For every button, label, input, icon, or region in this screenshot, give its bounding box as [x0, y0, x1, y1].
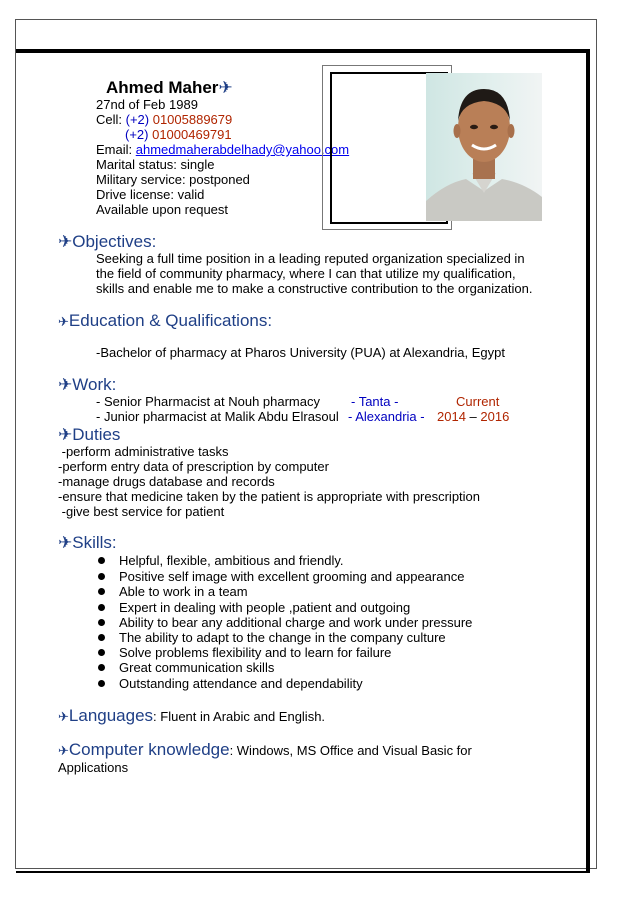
- skills-heading-text: Skills:: [72, 533, 117, 552]
- job-2-start: 2014: [437, 409, 466, 424]
- skill-item: Positive self image with excellent grooming and appearance: [119, 569, 465, 584]
- email-label: Email:: [96, 142, 136, 157]
- computer-text-continued: Applications: [58, 760, 129, 775]
- duty-item: -perform entry data of prescription by computer: [58, 459, 329, 474]
- duty-item: -perform administrative tasks: [58, 444, 229, 459]
- job-1-location: - Tanta -: [351, 394, 399, 409]
- education-heading: [58, 311, 272, 332]
- bullet-icon: [98, 649, 105, 656]
- birth-date: 27nd of Feb 1989: [96, 97, 198, 112]
- skill-item: Ability to bear any additional charge and work under pressure: [119, 615, 473, 630]
- computer-heading: Computer knowledge: [68, 740, 230, 759]
- job-1-period: Current: [456, 394, 500, 409]
- airplane-icon: ✈: [58, 232, 73, 251]
- objectives-heading-text: Objectives:: [72, 232, 157, 251]
- job-2-location: - Alexandria -: [348, 409, 425, 424]
- bullet-icon: [98, 557, 105, 564]
- cell2-number: 01000469791: [148, 127, 232, 142]
- languages-text: : Fluent in Arabic and English.: [153, 709, 326, 724]
- languages-line: [58, 706, 325, 727]
- duty-item: -ensure that medicine taken by the patient is appropriate with prescription: [58, 489, 481, 504]
- bullet-icon: [98, 604, 105, 611]
- email-line: [96, 142, 349, 157]
- bullet-icon: [98, 664, 105, 671]
- person-photo-icon: [426, 73, 542, 221]
- cell-line-2: [125, 127, 232, 142]
- duties-heading-text: Duties: [72, 425, 121, 444]
- cell-label: Cell:: [96, 112, 126, 127]
- bullet-icon: [98, 573, 105, 580]
- airplane-icon: ✈: [58, 375, 73, 394]
- duty-item: -give best service for patient: [58, 504, 225, 519]
- airplane-icon: ✈: [58, 425, 73, 444]
- military-service: Military service: postponed: [96, 172, 250, 187]
- email-link[interactable]: ahmedmaherabdelhady@yahoo.com: [135, 142, 350, 157]
- duty-item: -manage drugs database and records: [58, 474, 275, 489]
- job-1-title: - Senior Pharmacist at Nouh pharmacy: [96, 394, 320, 409]
- job-2-title: - Junior pharmacist at Malik Abdu Elrasoul: [96, 409, 339, 424]
- skill-item: The ability to adapt to the change in the company culture: [119, 630, 446, 645]
- airplane-icon: ✈: [58, 743, 69, 758]
- availability: Available upon request: [96, 202, 229, 217]
- airplane-icon: ✈: [218, 78, 233, 97]
- cell1-number: 01005889679: [149, 112, 233, 127]
- skill-item: Great communication skills: [119, 660, 275, 675]
- job-2-sep: –: [465, 409, 481, 424]
- objectives-line-2: the field of community pharmacy, where I can that utilize my qualification,: [96, 266, 516, 281]
- airplane-icon: ✈: [58, 709, 69, 724]
- bullet-icon: [98, 634, 105, 641]
- cell-line-1: [96, 112, 232, 127]
- languages-heading: Languages: [68, 706, 154, 725]
- name-text: Ahmed Maher: [106, 78, 219, 97]
- bullet-icon: [98, 619, 105, 626]
- job-2-period: [437, 409, 509, 424]
- skill-item: Able to work in a team: [119, 584, 248, 599]
- airplane-icon: ✈: [58, 314, 69, 329]
- airplane-icon: ✈: [58, 533, 73, 552]
- bullet-icon: [98, 680, 105, 687]
- computer-text: : Windows, MS Office and Visual Basic for: [229, 743, 472, 758]
- duties-heading: [58, 425, 120, 445]
- cell2-prefix: (+2): [125, 127, 149, 142]
- profile-photo: [426, 73, 542, 221]
- candidate-name: [106, 78, 233, 98]
- skills-heading: [58, 533, 117, 553]
- work-heading-text: Work:: [72, 375, 117, 394]
- skill-item: Outstanding attendance and dependability: [119, 676, 363, 691]
- cell1-prefix: (+2): [125, 112, 150, 127]
- computer-line: [58, 740, 472, 761]
- drive-license: Drive license: valid: [96, 187, 205, 202]
- skill-item: Expert in dealing with people ,patient and outgoing: [119, 600, 411, 615]
- education-heading-text: Education & Qualifications:: [68, 311, 273, 330]
- objectives-line-3: skills and enable me to make a constructive contribution to the organization.: [96, 281, 533, 296]
- education-line: -Bachelor of pharmacy at Pharos University (PUA) at Alexandria, Egypt: [96, 345, 505, 360]
- marital-status: Marital status: single: [96, 157, 215, 172]
- skill-item: Solve problems flexibility and to learn for failure: [119, 645, 392, 660]
- objectives-heading: [58, 232, 156, 252]
- objectives-line-1: Seeking a full time position in a leading reputed organization specialized in: [96, 251, 525, 266]
- bullet-icon: [98, 588, 105, 595]
- work-heading: [58, 375, 116, 395]
- job-2-end: 2016: [480, 409, 510, 424]
- skill-item: Helpful, flexible, ambitious and friendly.: [119, 553, 344, 568]
